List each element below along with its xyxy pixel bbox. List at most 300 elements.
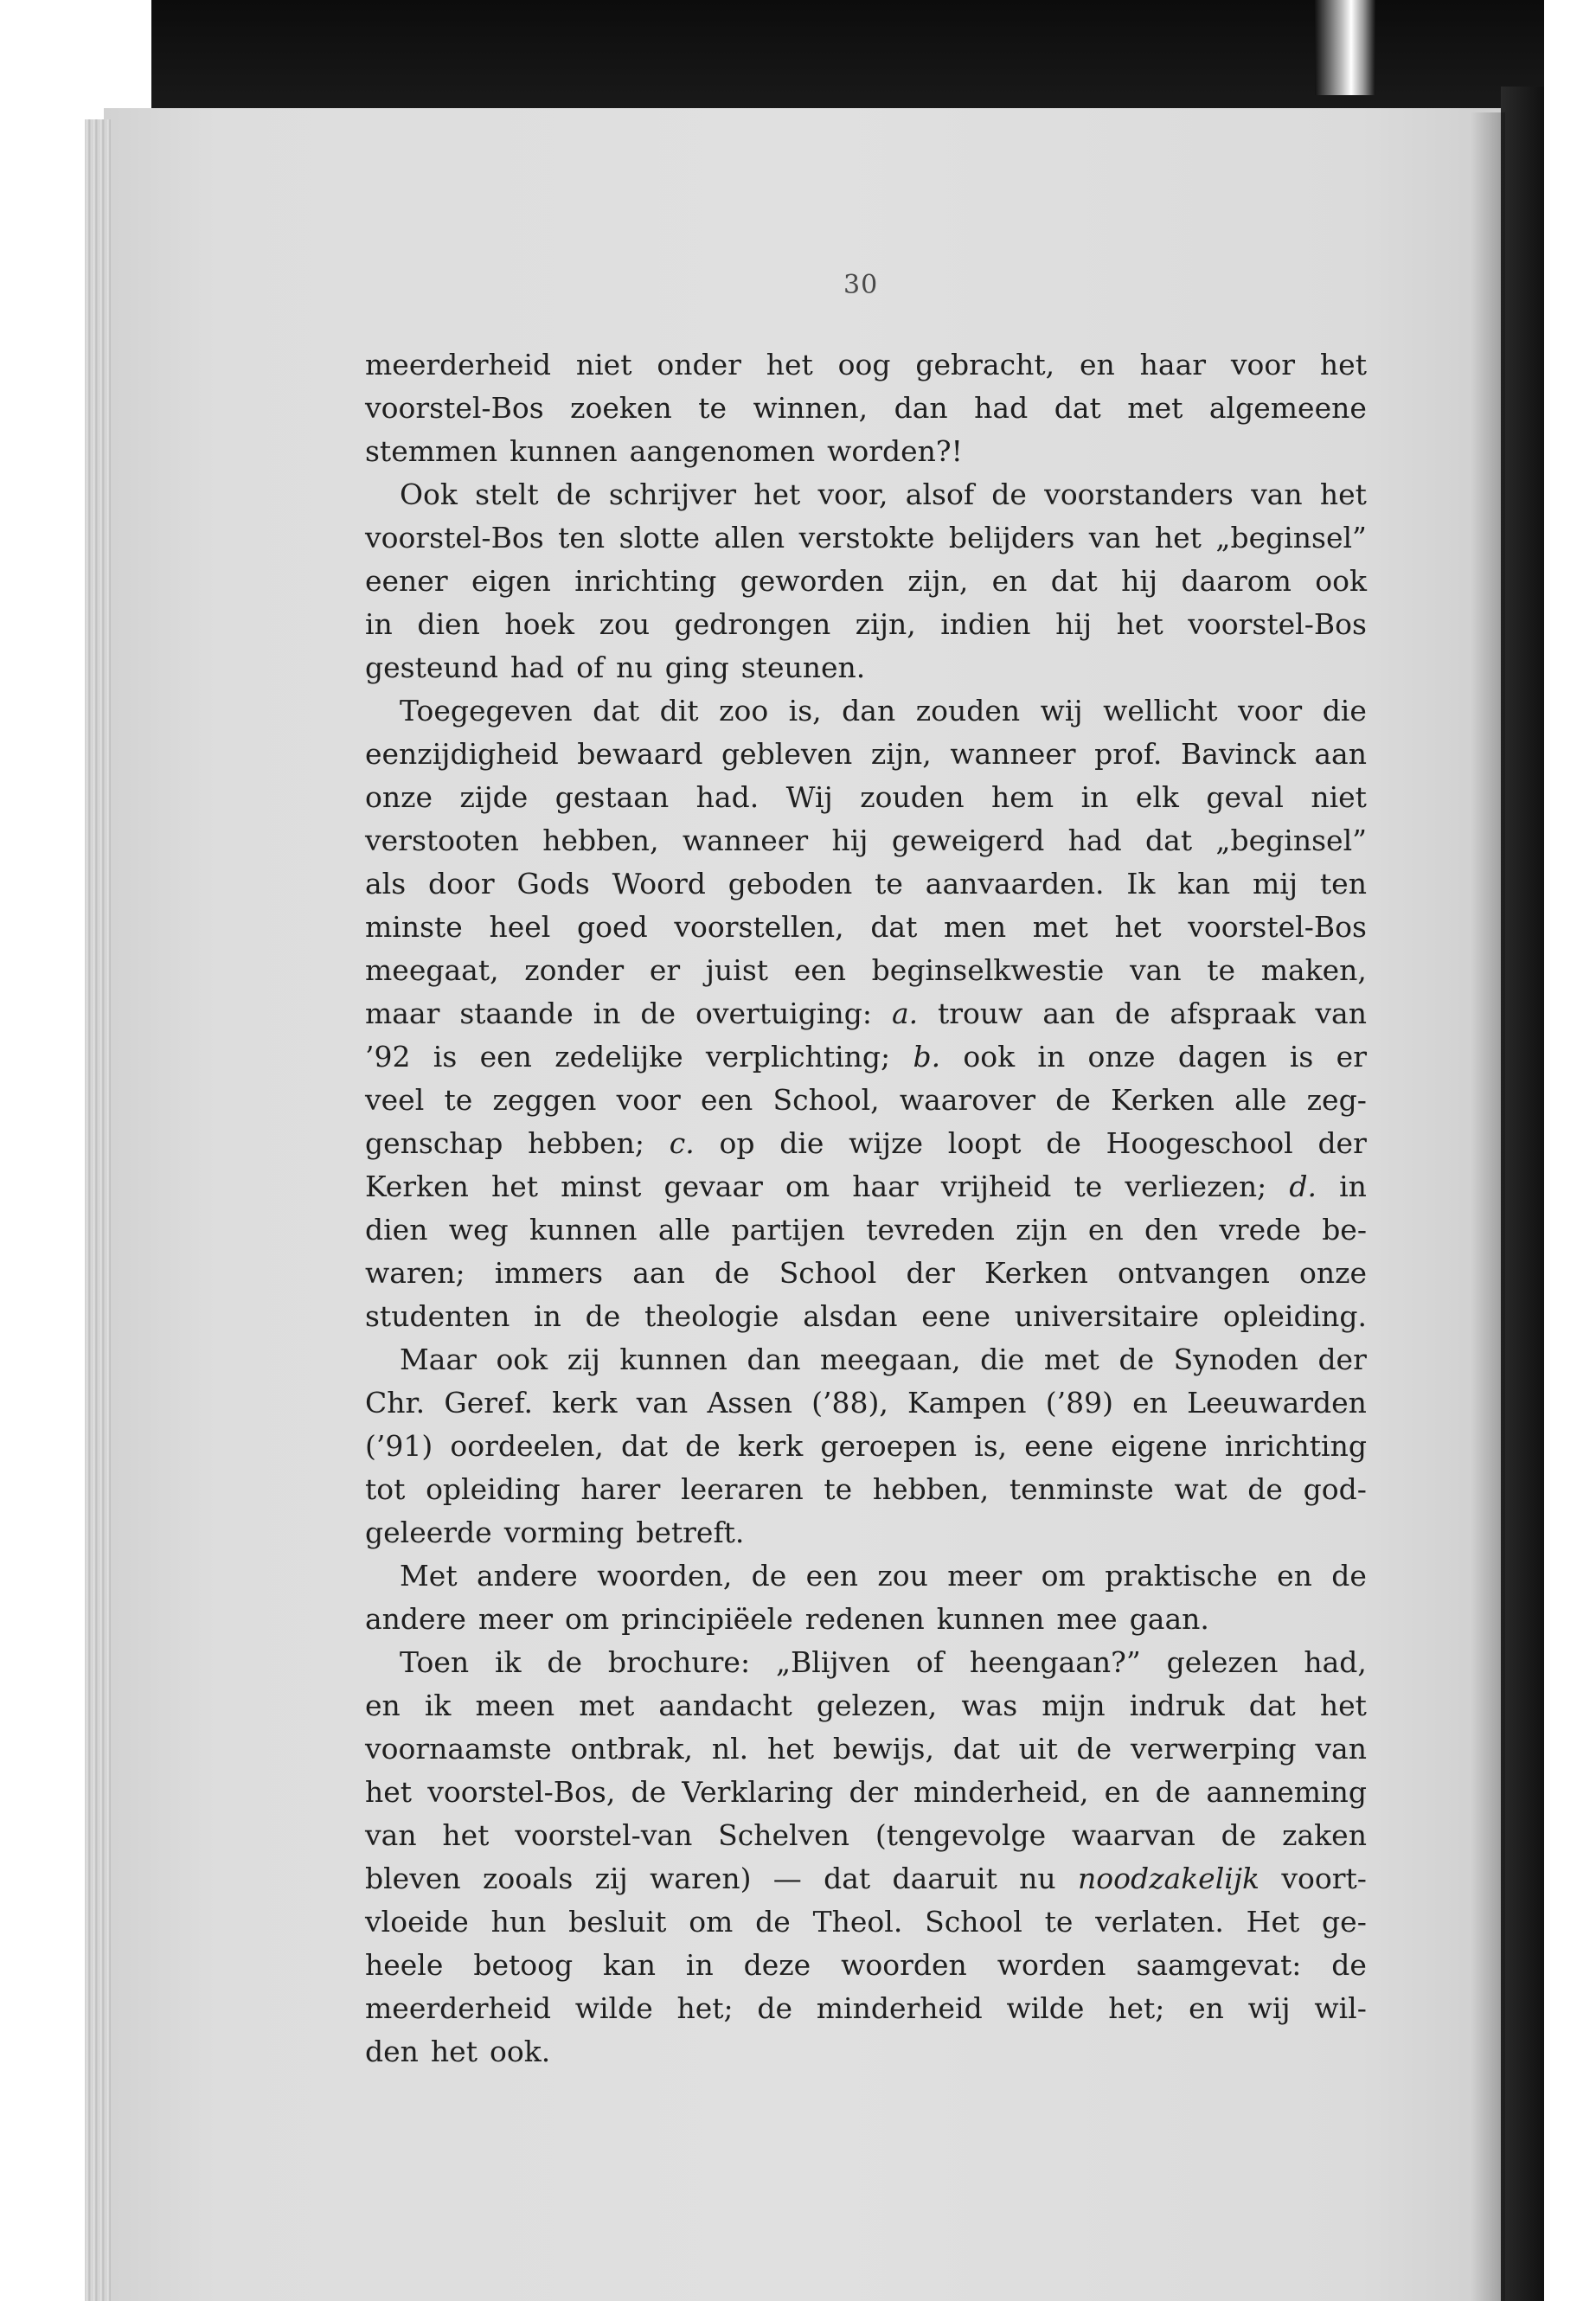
word: de — [555, 478, 592, 511]
word: woorden — [841, 1948, 967, 1982]
word: dat — [1145, 824, 1193, 857]
word: worden?! — [827, 434, 963, 468]
word: Hoogeschool — [1106, 1126, 1293, 1160]
word: ge- — [1322, 1905, 1367, 1939]
word: om — [565, 1602, 610, 1636]
word: wij — [1040, 694, 1083, 727]
word: brochure: — [607, 1645, 751, 1679]
word: immers — [494, 1256, 604, 1290]
word: de — [1114, 997, 1151, 1030]
word: hebben, — [872, 1472, 990, 1506]
word: het — [442, 1818, 490, 1852]
word: niet — [1311, 780, 1367, 814]
word: vrijheid — [940, 1170, 1052, 1203]
word: alle — [657, 1213, 711, 1247]
word: de — [714, 1256, 750, 1290]
word: prof. — [1094, 737, 1163, 771]
word: de — [547, 1645, 583, 1679]
word: een — [700, 1083, 753, 1117]
word: inrichting — [1224, 1429, 1367, 1463]
word: de — [1118, 1343, 1155, 1376]
word: ook. — [489, 2035, 551, 2068]
text-line — [365, 1641, 1367, 1684]
word: een — [793, 953, 847, 987]
word: kunnen — [619, 1343, 727, 1376]
word: had. — [695, 780, 760, 814]
page-edge-strips — [85, 119, 111, 2301]
word: in — [1080, 780, 1109, 814]
word: voor — [1230, 348, 1296, 381]
word: dat — [1050, 564, 1098, 598]
word: ’92 — [365, 1040, 411, 1074]
word: „beginsel” — [1215, 824, 1367, 857]
word: op — [719, 1126, 755, 1160]
word: te — [875, 867, 903, 901]
word: gebleven — [721, 737, 853, 771]
word: had, — [1304, 1645, 1367, 1679]
word: aangenomen — [629, 434, 816, 468]
word: de — [751, 1559, 787, 1593]
word: aanneming — [1206, 1775, 1367, 1809]
word: Chr. — [365, 1386, 426, 1420]
word: meerderheid — [365, 1991, 552, 2025]
word: be- — [1322, 1213, 1367, 1247]
word: het; — [676, 1991, 734, 2025]
word: hoek — [504, 607, 575, 641]
text-line — [365, 1814, 1367, 1857]
word: en — [1087, 1213, 1124, 1247]
word: te — [444, 1083, 473, 1117]
word: het — [1319, 478, 1367, 511]
word: inrichting — [574, 564, 717, 598]
word: stelt — [475, 478, 539, 511]
text-line — [365, 343, 1367, 387]
word: hij — [1121, 564, 1158, 598]
word: dat — [824, 1862, 871, 1895]
word: in — [1037, 1040, 1066, 1074]
page-number: 30 — [843, 270, 879, 300]
word: trouw — [938, 997, 1023, 1030]
word: waarvan — [1071, 1818, 1195, 1852]
word: om — [689, 1905, 734, 1939]
word: dan — [894, 391, 948, 425]
word: het — [1319, 348, 1367, 381]
word: zijn, — [855, 607, 916, 641]
word: heele — [365, 1948, 444, 1982]
word: veel — [365, 1083, 425, 1117]
word: een — [479, 1040, 532, 1074]
word: eenzijdigheid — [365, 737, 559, 771]
word: meen — [475, 1689, 555, 1722]
word: „Blijven — [775, 1645, 891, 1679]
word: en — [1189, 1991, 1224, 2025]
word: van — [636, 1386, 689, 1420]
word: tenminste — [1009, 1472, 1154, 1506]
word: dan — [842, 694, 896, 727]
word: daarom — [1181, 564, 1292, 598]
text-line — [365, 1208, 1367, 1252]
text-line — [365, 387, 1367, 430]
word: den — [365, 2035, 419, 2068]
word: haar — [1139, 348, 1207, 381]
word: van — [365, 1818, 417, 1852]
scan-dark-border-right — [1501, 87, 1544, 2301]
word: de — [640, 997, 676, 1030]
word: van — [1315, 997, 1367, 1030]
text-line — [365, 560, 1367, 603]
word: met — [1043, 1343, 1099, 1376]
word: genschap — [365, 1126, 503, 1160]
word: dat — [1248, 1689, 1296, 1722]
word: juist — [705, 953, 769, 987]
word: loopt — [947, 1126, 1022, 1160]
word: kunnen — [510, 434, 618, 468]
word: Verklaring — [682, 1775, 834, 1809]
word: eene — [1024, 1429, 1094, 1463]
word: te — [1044, 1905, 1074, 1939]
word: de — [757, 1991, 793, 2025]
word: minderheid — [816, 1991, 983, 2025]
word: meer — [947, 1559, 1022, 1593]
word: mijn — [1042, 1689, 1106, 1722]
word: den — [1144, 1213, 1198, 1247]
word: ook — [496, 1343, 548, 1376]
word: zijn, — [907, 564, 969, 598]
word: de — [631, 1775, 667, 1809]
word: worden — [997, 1948, 1106, 1982]
word: de — [1221, 1818, 1257, 1852]
word: zeg- — [1306, 1083, 1367, 1117]
text-line — [365, 603, 1367, 646]
word: verwerping — [1131, 1732, 1297, 1766]
word: ik — [494, 1645, 522, 1679]
word: bewijs, — [832, 1732, 934, 1766]
word: ging — [664, 651, 729, 684]
word: verlaten. — [1095, 1905, 1224, 1939]
text-line — [365, 1425, 1367, 1468]
word: Schelven — [718, 1818, 850, 1852]
word: stemmen — [365, 434, 498, 468]
word: in — [685, 1948, 714, 1982]
text-line — [365, 430, 1367, 473]
word: geroepen — [820, 1429, 958, 1463]
word: harer — [580, 1472, 661, 1506]
word: a. — [891, 997, 919, 1030]
word: (’89) — [1045, 1386, 1113, 1420]
word: geboden — [727, 867, 853, 901]
word: zouden — [915, 694, 1021, 727]
word: dan — [747, 1343, 801, 1376]
word: ontvangen — [1117, 1256, 1270, 1290]
word: in — [593, 997, 621, 1030]
word: de — [1247, 1472, 1283, 1506]
word: ten — [1319, 867, 1367, 901]
word: der — [1317, 1126, 1367, 1160]
word: Leeuwarden — [1187, 1386, 1367, 1420]
scan-light-streak — [1315, 0, 1375, 95]
word: nu — [616, 651, 653, 684]
word: zijn — [1016, 1213, 1067, 1247]
word: zeggen — [492, 1083, 597, 1117]
word: (’88), — [811, 1386, 888, 1420]
word: hij — [1055, 607, 1093, 641]
text-line — [365, 1252, 1367, 1295]
word: praktische — [1105, 1559, 1258, 1593]
word: wilde — [574, 1991, 653, 2025]
word: de — [991, 478, 1027, 511]
word: geweigerd — [891, 824, 1045, 857]
word: Kerken — [1111, 1083, 1215, 1117]
word: elk — [1135, 780, 1179, 814]
word: had — [1067, 824, 1122, 857]
text-line — [365, 992, 1367, 1035]
word: gestaan — [554, 780, 670, 814]
word: Kerken — [984, 1256, 1088, 1290]
word: geval — [1206, 780, 1284, 814]
word: de — [1331, 1948, 1367, 1982]
word: School — [779, 1256, 877, 1290]
word: geworden — [740, 564, 885, 598]
word: met — [1032, 910, 1088, 944]
word: die — [1322, 694, 1367, 727]
word: dit — [659, 694, 699, 727]
word: voorstel-Bos, — [427, 1775, 616, 1809]
word: nu — [1019, 1862, 1056, 1895]
word: voor, — [817, 478, 888, 511]
word: b. — [913, 1040, 941, 1074]
word: te — [698, 391, 727, 425]
text-line — [365, 689, 1367, 733]
text-line — [365, 1165, 1367, 1208]
word: gesteund — [365, 651, 499, 684]
word: of — [915, 1645, 945, 1679]
word: het — [365, 1775, 413, 1809]
word: mij — [1253, 867, 1298, 901]
word: winnen, — [753, 391, 869, 425]
word: ten — [558, 521, 606, 554]
text-line — [365, 1468, 1367, 1511]
word: aan — [1314, 737, 1367, 771]
word: het — [1154, 521, 1202, 554]
word: waren; — [365, 1256, 465, 1290]
word: „beginsel” — [1215, 521, 1367, 554]
word: zijn, — [870, 737, 932, 771]
word: saamgevat: — [1136, 1948, 1302, 1982]
word: Kerken — [365, 1170, 469, 1203]
word: gaan. — [1129, 1602, 1209, 1636]
word: gebracht, — [915, 348, 1055, 381]
word: alsdan — [803, 1299, 898, 1333]
word: tevreden — [866, 1213, 995, 1247]
word: mee — [1056, 1602, 1118, 1636]
word: was — [961, 1689, 1018, 1722]
word: door — [428, 867, 495, 901]
word: meegaan, — [820, 1343, 961, 1376]
word: voor — [1238, 694, 1303, 727]
word: geleerde — [365, 1516, 492, 1549]
word: zaken — [1282, 1818, 1367, 1852]
text-line — [365, 1684, 1367, 1727]
word: niet — [575, 348, 632, 381]
word: voor — [616, 1083, 681, 1117]
word: hebben; — [528, 1126, 645, 1160]
word: van — [1130, 953, 1182, 987]
word: Geref. — [444, 1386, 534, 1420]
word: verliezen; — [1125, 1170, 1267, 1203]
text-line — [365, 1079, 1367, 1122]
text-line — [365, 1554, 1367, 1598]
word: zij — [594, 1862, 628, 1895]
word: indruk — [1129, 1689, 1225, 1722]
word: leeraren — [681, 1472, 804, 1506]
word: die — [980, 1343, 1025, 1376]
word: dagen — [1177, 1040, 1267, 1074]
word: aandacht — [658, 1689, 792, 1722]
word: is, — [974, 1429, 1008, 1463]
word: te — [824, 1472, 853, 1506]
word: het — [766, 348, 813, 381]
word: verstokte — [798, 521, 935, 554]
word: goed — [577, 910, 648, 944]
word: beginselkwestie — [871, 953, 1105, 987]
text-line — [365, 1944, 1367, 1987]
word: daaruit — [892, 1862, 997, 1895]
page-gutter-shadow — [1471, 112, 1505, 2301]
word: voorstanders — [1044, 478, 1234, 511]
word: voorstel-Bos — [1188, 910, 1367, 944]
word: men — [944, 910, 1007, 944]
word: Kampen — [907, 1386, 1027, 1420]
word: wanneer — [682, 824, 809, 857]
word: Met — [400, 1559, 458, 1593]
word: verstooten — [365, 824, 519, 857]
word: d. — [1289, 1170, 1317, 1203]
word: voorstel-Bos — [1188, 607, 1367, 641]
text-line — [365, 1511, 1367, 1554]
word: het; — [1108, 1991, 1165, 2025]
word: voorstellen, — [674, 910, 844, 944]
word: dat — [870, 910, 918, 944]
word: meegaat, — [365, 953, 499, 987]
word: zoeken — [570, 391, 672, 425]
word: (tengevolge — [875, 1818, 1047, 1852]
body-text — [365, 343, 1367, 2073]
text-line — [365, 1035, 1367, 1079]
word: steunen. — [740, 651, 866, 684]
word: wijze — [849, 1126, 924, 1160]
word: meerderheid — [365, 348, 552, 381]
word: Bavinck — [1180, 737, 1296, 771]
word: theologie — [644, 1299, 779, 1333]
text-line — [365, 516, 1367, 560]
word: eigen — [471, 564, 551, 598]
word: eener — [365, 564, 448, 598]
word: is, — [788, 694, 822, 727]
word: uit — [1018, 1732, 1058, 1766]
word: een — [805, 1559, 858, 1593]
word: c. — [669, 1126, 695, 1160]
word: of — [576, 651, 605, 684]
word: gelezen — [1166, 1645, 1279, 1679]
word: staande — [459, 997, 574, 1030]
word: wat — [1174, 1472, 1227, 1506]
word: andere — [365, 1602, 466, 1636]
word: Maar — [400, 1343, 477, 1376]
word: kerk — [552, 1386, 618, 1420]
word: der — [906, 1256, 955, 1290]
text-line — [365, 776, 1367, 819]
word: in — [365, 607, 393, 641]
word: van — [1251, 478, 1303, 511]
text-line — [365, 2030, 1367, 2073]
word: in — [534, 1299, 561, 1333]
word: eene — [921, 1299, 991, 1333]
word: oog — [837, 348, 891, 381]
word: Het — [1246, 1905, 1300, 1939]
word: is — [1289, 1040, 1314, 1074]
word: meer — [478, 1602, 554, 1636]
word: Ik — [1126, 867, 1156, 901]
word: School — [925, 1905, 1022, 1939]
word: gedrongen — [674, 607, 831, 641]
word: van — [1088, 521, 1141, 554]
word: betoog — [473, 1948, 574, 1982]
word: wellicht — [1103, 694, 1218, 727]
word: Toegegeven — [400, 694, 573, 727]
text-line — [365, 473, 1367, 516]
word: minst — [561, 1170, 642, 1203]
word: de — [1331, 1559, 1367, 1593]
word: zedelijke — [554, 1040, 683, 1074]
text-line — [365, 906, 1367, 949]
word: had — [974, 391, 1029, 425]
word: Woord — [612, 867, 706, 901]
word: zouden — [860, 780, 965, 814]
word: dat — [952, 1732, 1000, 1766]
text-line — [365, 1381, 1367, 1425]
word: maken, — [1260, 953, 1367, 987]
word: voorstel-Bos — [365, 521, 544, 554]
word: het — [1319, 1689, 1367, 1722]
word: kunnen — [936, 1602, 1045, 1636]
word: opleiding — [426, 1472, 561, 1506]
word: onze — [1087, 1040, 1156, 1074]
word: zonder — [524, 953, 625, 987]
word: School, — [772, 1083, 880, 1117]
word: zou — [877, 1559, 928, 1593]
word: om — [1041, 1559, 1086, 1593]
text-line — [365, 1900, 1367, 1944]
word: zoo — [719, 694, 769, 727]
word: heel — [489, 910, 551, 944]
word: er — [1336, 1040, 1367, 1074]
word: noodzakelijk — [1078, 1862, 1260, 1895]
word: dat — [620, 1429, 669, 1463]
text-line — [365, 733, 1367, 776]
word: het — [1114, 910, 1162, 944]
word: bleven — [365, 1862, 461, 1895]
word: de — [1055, 1083, 1091, 1117]
word: en — [1104, 1775, 1140, 1809]
text-line — [365, 1857, 1367, 1900]
word: het — [1116, 607, 1163, 641]
word: woorden, — [597, 1559, 733, 1593]
word: Gods — [516, 867, 590, 901]
word: Theol. — [812, 1905, 903, 1939]
word: het — [490, 1170, 538, 1203]
word: slotte — [619, 521, 701, 554]
word: onze — [365, 780, 433, 814]
